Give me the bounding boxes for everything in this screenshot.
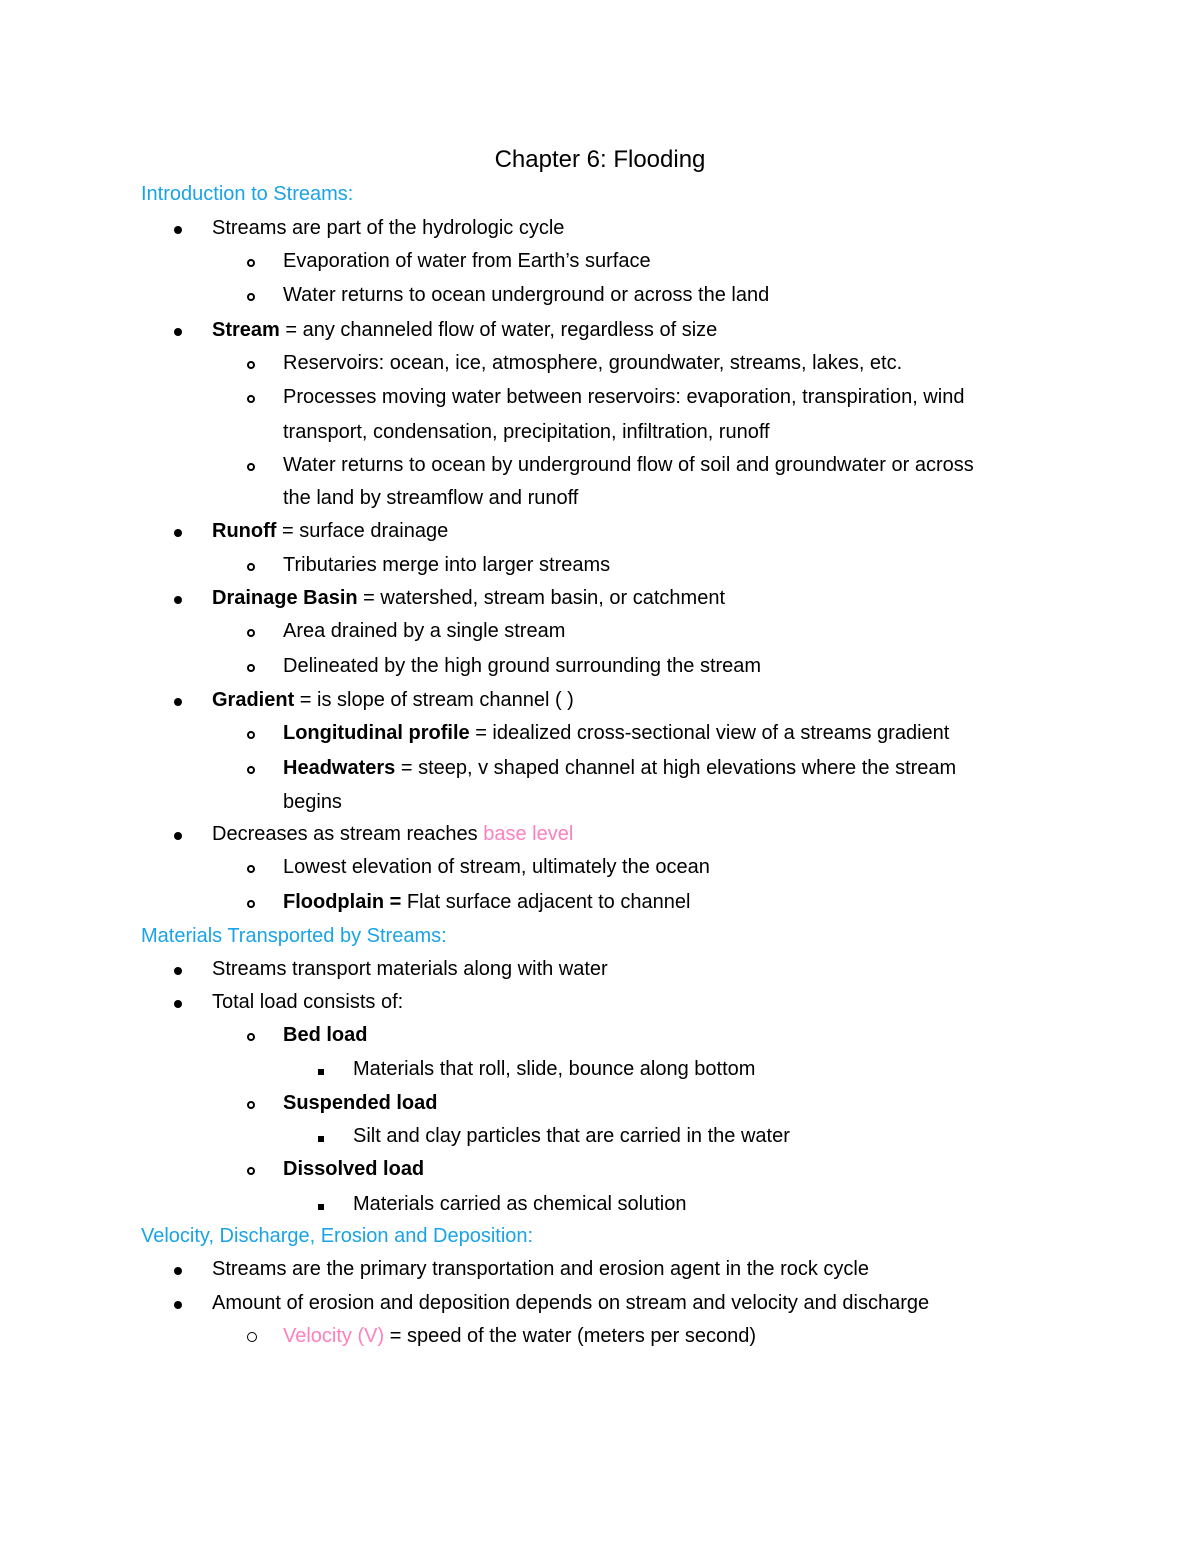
bullet-ring (247, 1089, 255, 1117)
bullet-ring (247, 1322, 257, 1350)
list-item (283, 754, 956, 782)
bullet-dot (174, 686, 182, 714)
list-item (283, 1322, 756, 1350)
list-item: Water returns to ocean underground or across the land (283, 284, 770, 306)
highlight-term: Velocity (V) (283, 1325, 385, 1347)
list-item: Tributaries merge into larger streams (283, 554, 611, 576)
term: Floodplain = (283, 891, 402, 913)
bullet-square (318, 1122, 324, 1150)
list-item: Suspended load (283, 1092, 438, 1114)
term: Stream (212, 319, 280, 341)
bullet-square (318, 1055, 324, 1083)
list-item: Processes moving water between reservoirs: evaporation, transpiration, wind (283, 386, 965, 408)
definition: = any channeled flow of water, regardless of size (279, 319, 718, 341)
list-item: Lowest elevation of stream, ultimately the ocean (283, 856, 710, 878)
bullet-dot (174, 214, 182, 242)
list-item (212, 517, 448, 545)
list-item: Amount of erosion and deposition depends on stream and velocity and discharge (212, 1292, 930, 1314)
list-item-continuation: the land by streamflow and runoff (283, 487, 579, 509)
bullet-ring (247, 349, 255, 377)
bullet-ring (247, 281, 255, 309)
bullet-dot (174, 517, 182, 545)
bullet-dot (174, 988, 182, 1016)
definition: = steep, v shaped channel at high elevations where the stream (395, 757, 957, 779)
bullet-ring (247, 719, 255, 747)
definition: = speed of the water (meters per second) (384, 1325, 757, 1347)
bullet-dot (174, 1255, 182, 1283)
list-item (283, 719, 949, 747)
definition: = is slope of stream channel ( ) (294, 689, 574, 711)
page-title: Chapter 6: Flooding (494, 146, 706, 173)
list-item (283, 888, 690, 916)
text: Decreases as stream reaches (212, 823, 484, 845)
bullet-ring (247, 451, 255, 479)
bullet-ring (247, 617, 255, 645)
bullet-ring (247, 1155, 255, 1183)
term: Drainage Basin (212, 587, 358, 609)
list-item: Area drained by a single stream (283, 620, 566, 642)
list-item: Reservoirs: ocean, ice, atmosphere, groundwater, streams, lakes, etc. (283, 352, 903, 374)
list-item (212, 316, 717, 344)
list-item: Dissolved load (283, 1158, 425, 1180)
bullet-ring (247, 247, 255, 275)
bullet-dot (174, 1289, 182, 1317)
list-item: Streams are the primary transportation and erosion agent in the rock cycle (212, 1258, 869, 1280)
list-item-continuation: begins (283, 791, 342, 813)
term: Gradient (212, 689, 295, 711)
list-item: Bed load (283, 1024, 368, 1046)
bullet-dot (174, 955, 182, 983)
list-item (212, 584, 725, 612)
list-item: Evaporation of water from Earth’s surface (283, 250, 651, 272)
section-heading-intro: Introduction to Streams: (141, 183, 354, 205)
list-item: Water returns to ocean by underground flow of soil and groundwater or across (283, 454, 974, 476)
bullet-ring (247, 853, 255, 881)
list-item: Streams transport materials along with water (212, 958, 608, 980)
definition: = surface drainage (276, 520, 449, 542)
list-item (212, 820, 573, 848)
list-item: Total load consists of: (212, 991, 404, 1013)
highlight-term: base level (483, 823, 574, 845)
list-item: Delineated by the high ground surrounding the stream (283, 655, 762, 677)
bullet-dot (174, 584, 182, 612)
term: Longitudinal profile (283, 722, 470, 744)
bullet-ring (247, 1021, 255, 1049)
list-item: Materials carried as chemical solution (353, 1193, 687, 1215)
list-item: Materials that roll, slide, bounce along bottom (353, 1058, 756, 1080)
list-item-continuation: transport, condensation, precipitation, infiltration, runoff (283, 421, 770, 443)
list-item (212, 686, 574, 714)
section-heading-materials: Materials Transported by Streams: (141, 925, 447, 947)
bullet-dot (174, 316, 182, 344)
section-heading-velocity: Velocity, Discharge, Erosion and Deposition: (141, 1225, 534, 1247)
term: Headwaters (283, 757, 396, 779)
bullet-square (318, 1190, 324, 1218)
bullet-ring (247, 888, 255, 916)
bullet-dot (174, 820, 182, 848)
definition: = watershed, stream basin, or catchment (357, 587, 726, 609)
definition: Flat surface adjacent to channel (401, 891, 691, 913)
bullet-ring (247, 652, 255, 680)
definition: = idealized cross-sectional view of a streams gradient (469, 722, 950, 744)
bullet-ring (247, 383, 255, 411)
list-item: Silt and clay particles that are carried in the water (353, 1125, 790, 1147)
bullet-ring (247, 754, 255, 782)
term: Runoff (212, 520, 277, 542)
bullet-ring (247, 551, 255, 579)
list-item: Streams are part of the hydrologic cycle (212, 217, 565, 239)
